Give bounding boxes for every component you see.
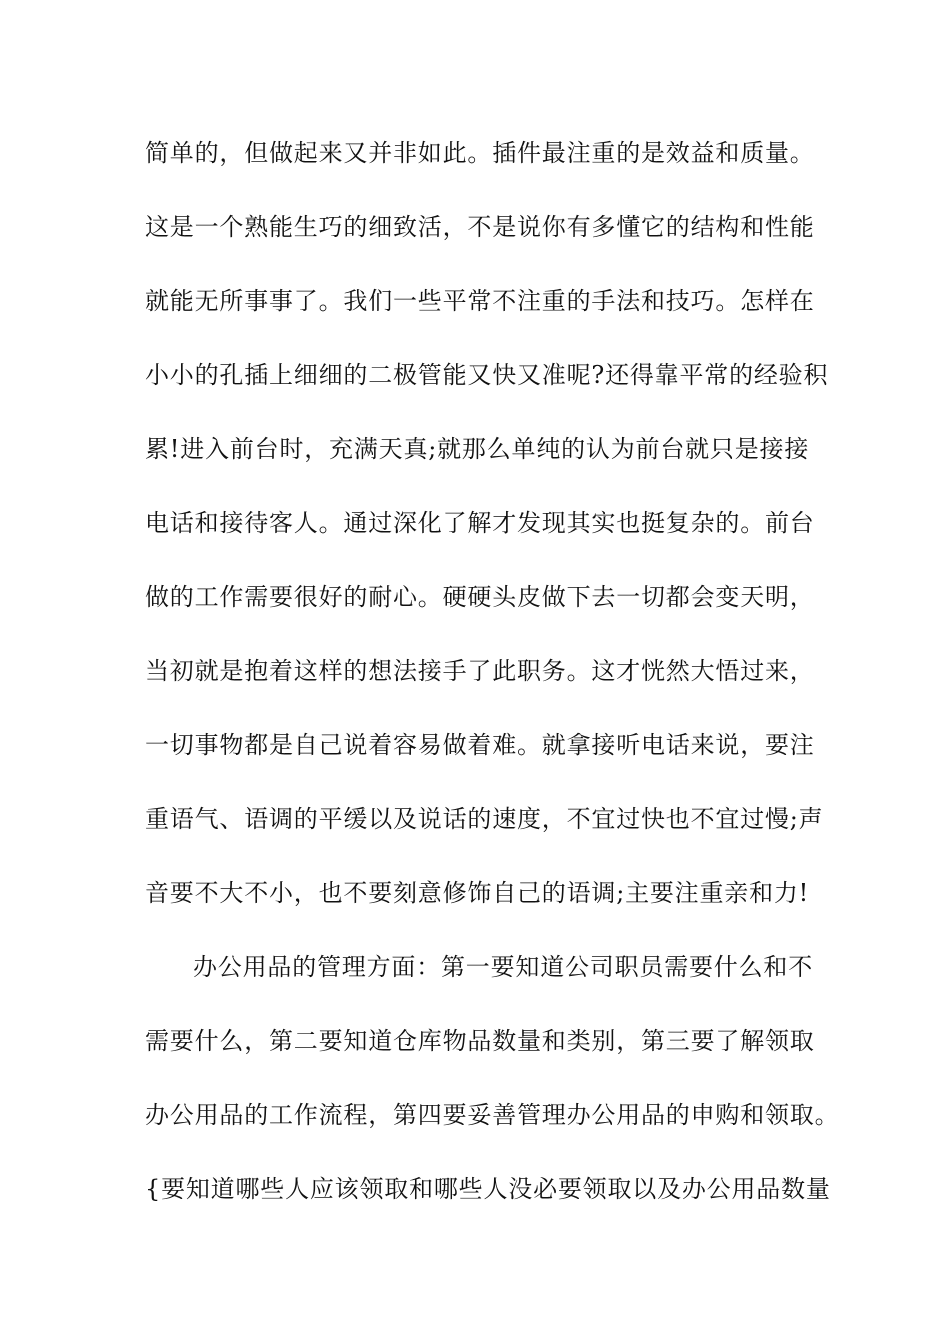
text-line: 就能无所事事了。我们一些平常不注重的手法和技巧。怎样在 [145, 287, 815, 315]
text-line: 重语气、语调的平缓以及说话的速度，不宜过快也不宜过慢;声 [145, 805, 824, 833]
text-line: 办公用品的工作流程，第四要妥善管理办公用品的申购和领取。 [145, 1101, 840, 1129]
paragraph-start-line: 办公用品的管理方面：第一要知道公司职员需要什么和不 [193, 953, 813, 981]
text-line: 做的工作需要很好的耐心。硬硬头皮做下去一切都会变天明， [145, 583, 815, 611]
text-line: 这是一个熟能生巧的细致活，不是说你有多懂它的结构和性能 [145, 213, 815, 241]
text-line: {要知道哪些人应该领取和哪些人没必要领取以及办公用品数量 [145, 1175, 831, 1203]
text-line: 需要什么，第二要知道仓库物品数量和类别，第三要了解领取 [145, 1027, 815, 1055]
text-line: 小小的孔插上细细的二极管能又快又准呢?还得靠平常的经验积 [145, 361, 829, 389]
body-text [145, 124, 840, 1234]
text-line: 当初就是抱着这样的想法接手了此职务。这才恍然大悟过来， [145, 657, 815, 685]
text-line: 音要不大不小，也不要刻意修饰自己的语调;主要注重亲和力! [145, 879, 810, 907]
text-line: 一切事物都是自己说着容易做着难。就拿接听电话来说，要注 [145, 731, 815, 759]
text-line: 累!进入前台时，充满天真;就那么单纯的认为前台就只是接接 [145, 435, 810, 463]
text-line: 电话和接待客人。通过深化了解才发现其实也挺复杂的。前台 [145, 509, 815, 537]
text-line: 简单的，但做起来又并非如此。插件最注重的是效益和质量。 [145, 139, 815, 167]
